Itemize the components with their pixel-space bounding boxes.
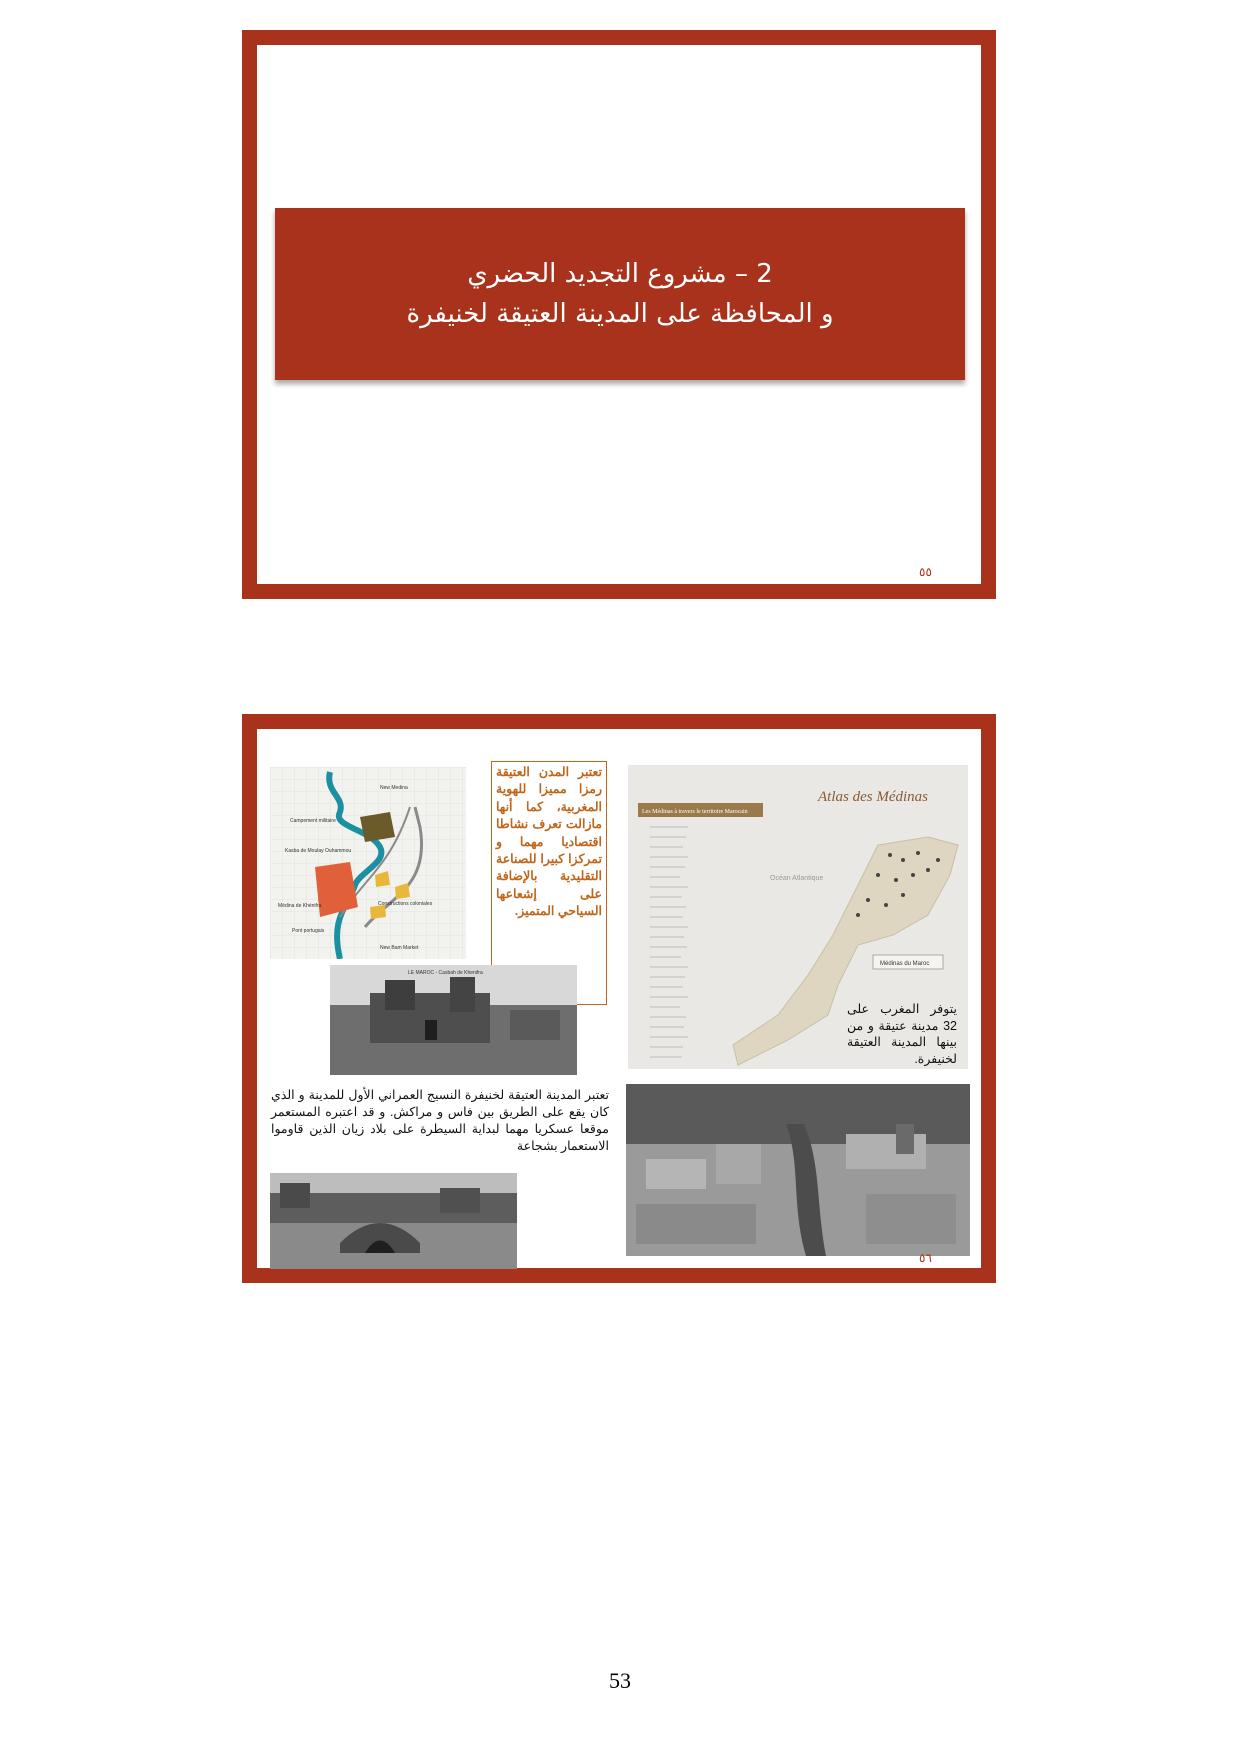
slide-khenifra-medina — [242, 714, 996, 1283]
title-line-1: 2 – مشروع التجديد الحضري — [467, 259, 773, 289]
slide-title-banner — [275, 208, 965, 380]
map-legend: Médinas du Maroc — [880, 961, 930, 967]
plan-label-medina: Médina de Khénifra — [278, 903, 322, 909]
plan-label-campement: Campement militaire — [290, 818, 336, 824]
slide-number: ٥٦ — [919, 1251, 932, 1265]
callout-text-box: تعتبر المدن العتيقة رمزا مميزا للهوية المغربية، كما أنها مازالت تعرف نشاطا اقتصاديا مهما و تمركزا كبيرا للصناعة التقليدية بالإضافة على إشعاعها السياحي المتميز. — [491, 761, 607, 1005]
title-line-2: و المحافظة على المدينة العتيقة لخنيفرة — [406, 299, 834, 329]
atlas-subtitle: Les Médinas à travers le territoire Marocain — [642, 809, 748, 815]
photo-caption: LE MAROC - Casbah de Khenifra — [408, 970, 483, 976]
map-caption-text: يتوفر المغرب على 32 مدينة عتيقة و من بينها المدينة العتيقة لخنيفرة. — [847, 1002, 957, 1066]
plan-label-new-medina: New Medina — [380, 785, 408, 791]
plan-label-kasba: Kasba de Moulay Ouhammou — [285, 848, 352, 854]
medina-plan-map — [270, 767, 466, 959]
plan-label-coloniales: Constructions coloniales — [378, 901, 433, 907]
plan-label-market: New Bam Market — [380, 945, 419, 951]
page-number: 53 — [609, 1668, 631, 1693]
casbah-khenifra-photo — [330, 965, 577, 1075]
bridge-photo — [270, 1173, 517, 1269]
slide-number: ٥٥ — [919, 565, 932, 579]
slide-title — [242, 30, 996, 599]
plan-label-pont: Pont portugais — [292, 928, 325, 934]
ocean-label: Océan Atlantique — [770, 875, 824, 882]
aerial-photo-khenifra — [626, 1084, 970, 1256]
atlas-title: Atlas des Médinas — [818, 789, 928, 805]
history-text: تعتبر المدينة العتيقة لخنيفرة النسيج العمراني الأول للمدينة و الذي كان يقع على الطريق بين فاس و مراكش. و قد اعتبره المستعمر موقعا عسكريا مهما لبداية السيطرة على بلاد زيان الذين قاوموا الاستعمار بشجاعة — [271, 1088, 609, 1153]
